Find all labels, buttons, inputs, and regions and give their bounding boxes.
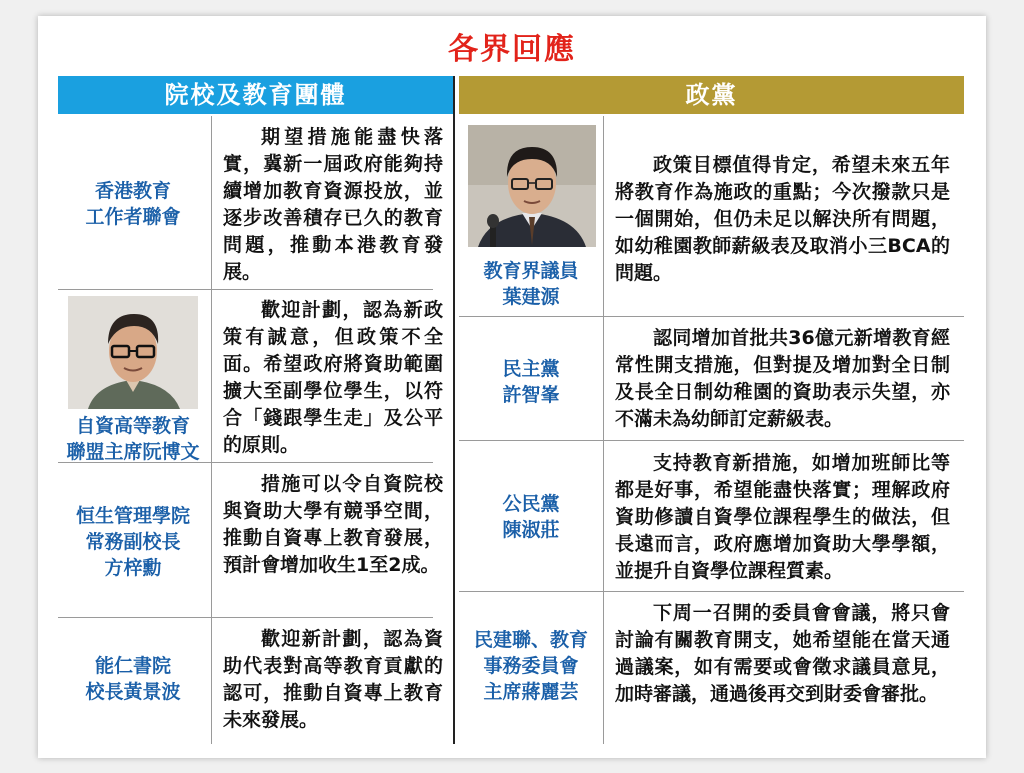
quote-text: 歡迎新計劃，認為資助代表對高等教育貢獻的認可，推動自資專上教育未來發展。 [223,628,443,731]
quote-text: 下周一召開的委員會會議，將只會討論有關教育開支，她希望能在當天通過議案，如有需要或會徵求議員意見，加時審議，通過後再交到財委會審批。 [615,602,950,705]
header-institutions: 院校及教育團體 [58,76,453,114]
quote-text: 措施可以令自資院校與資助大學有競爭空間，推動自資專上教育發展，預計會增加收生1至2成。 [223,473,443,576]
speaker-name: 教育界議員 葉建源 [483,260,579,308]
quote-text: 期望措施能盡快落實，冀新一屆政府能夠持續增加教育資源投放，並逐步改善積存已久的教育問題，推動本港教育發展。 [223,126,443,283]
quote-text: 支持教育新措施，如增加班師比等都是好事，希望能盡快落實；理解政府資助修讀自資學位課程學生的做法，但長遠而言，政府應增加資助大學學額，並提升自資學位課程質素。 [615,452,950,582]
article-sheet [38,16,986,758]
speaker-name: 自資高等教育 聯盟主席阮博文 [66,415,200,463]
speaker-name: 恒生管理學院 常務副校長 方梓勳 [75,505,190,579]
portrait-photo [68,296,198,409]
quote-text: 政策目標值得肯定，希望未來五年將教育作為施政的重點；今次撥款只是一個開始，但仍未足以解決所有問題，如幼稚園教師薪級表及取消小三BCA的問題。 [615,154,950,284]
right-row-separator [459,440,964,441]
right-row-separator [459,591,964,592]
left-inner-divider [211,116,212,744]
page-title: 各界回應 [448,32,576,67]
center-divider [453,76,455,744]
quote-text: 認同增加首批共36億元新增教育經常性開支措施，但對提及增加對全日制及長全日制幼稚園的資助表示失望，亦不滿未為幼師訂定薪級表。 [615,327,950,430]
portrait-photo [468,125,596,247]
right-row-separator [459,316,964,317]
speaker-name: 民主黨 許智峯 [502,358,560,406]
left-row-separator [58,617,433,618]
speaker-name: 香港教育 工作者聯會 [85,180,181,228]
speaker-name: 公民黨 陳淑莊 [502,493,560,541]
left-row-separator [58,289,433,290]
quote-text: 歡迎計劃，認為新政策有誠意，但政策不全面。希望政府將資助範圍擴大至副學位學生，以符合「錢跟學生走」及公平的原則。 [223,299,443,456]
right-inner-divider [603,116,604,744]
speaker-name: 能仁書院 校長黃景波 [85,655,181,703]
header-parties: 政黨 [459,76,964,114]
speaker-name: 民建聯、教育 事務委員會 主席蔣麗芸 [473,629,588,703]
